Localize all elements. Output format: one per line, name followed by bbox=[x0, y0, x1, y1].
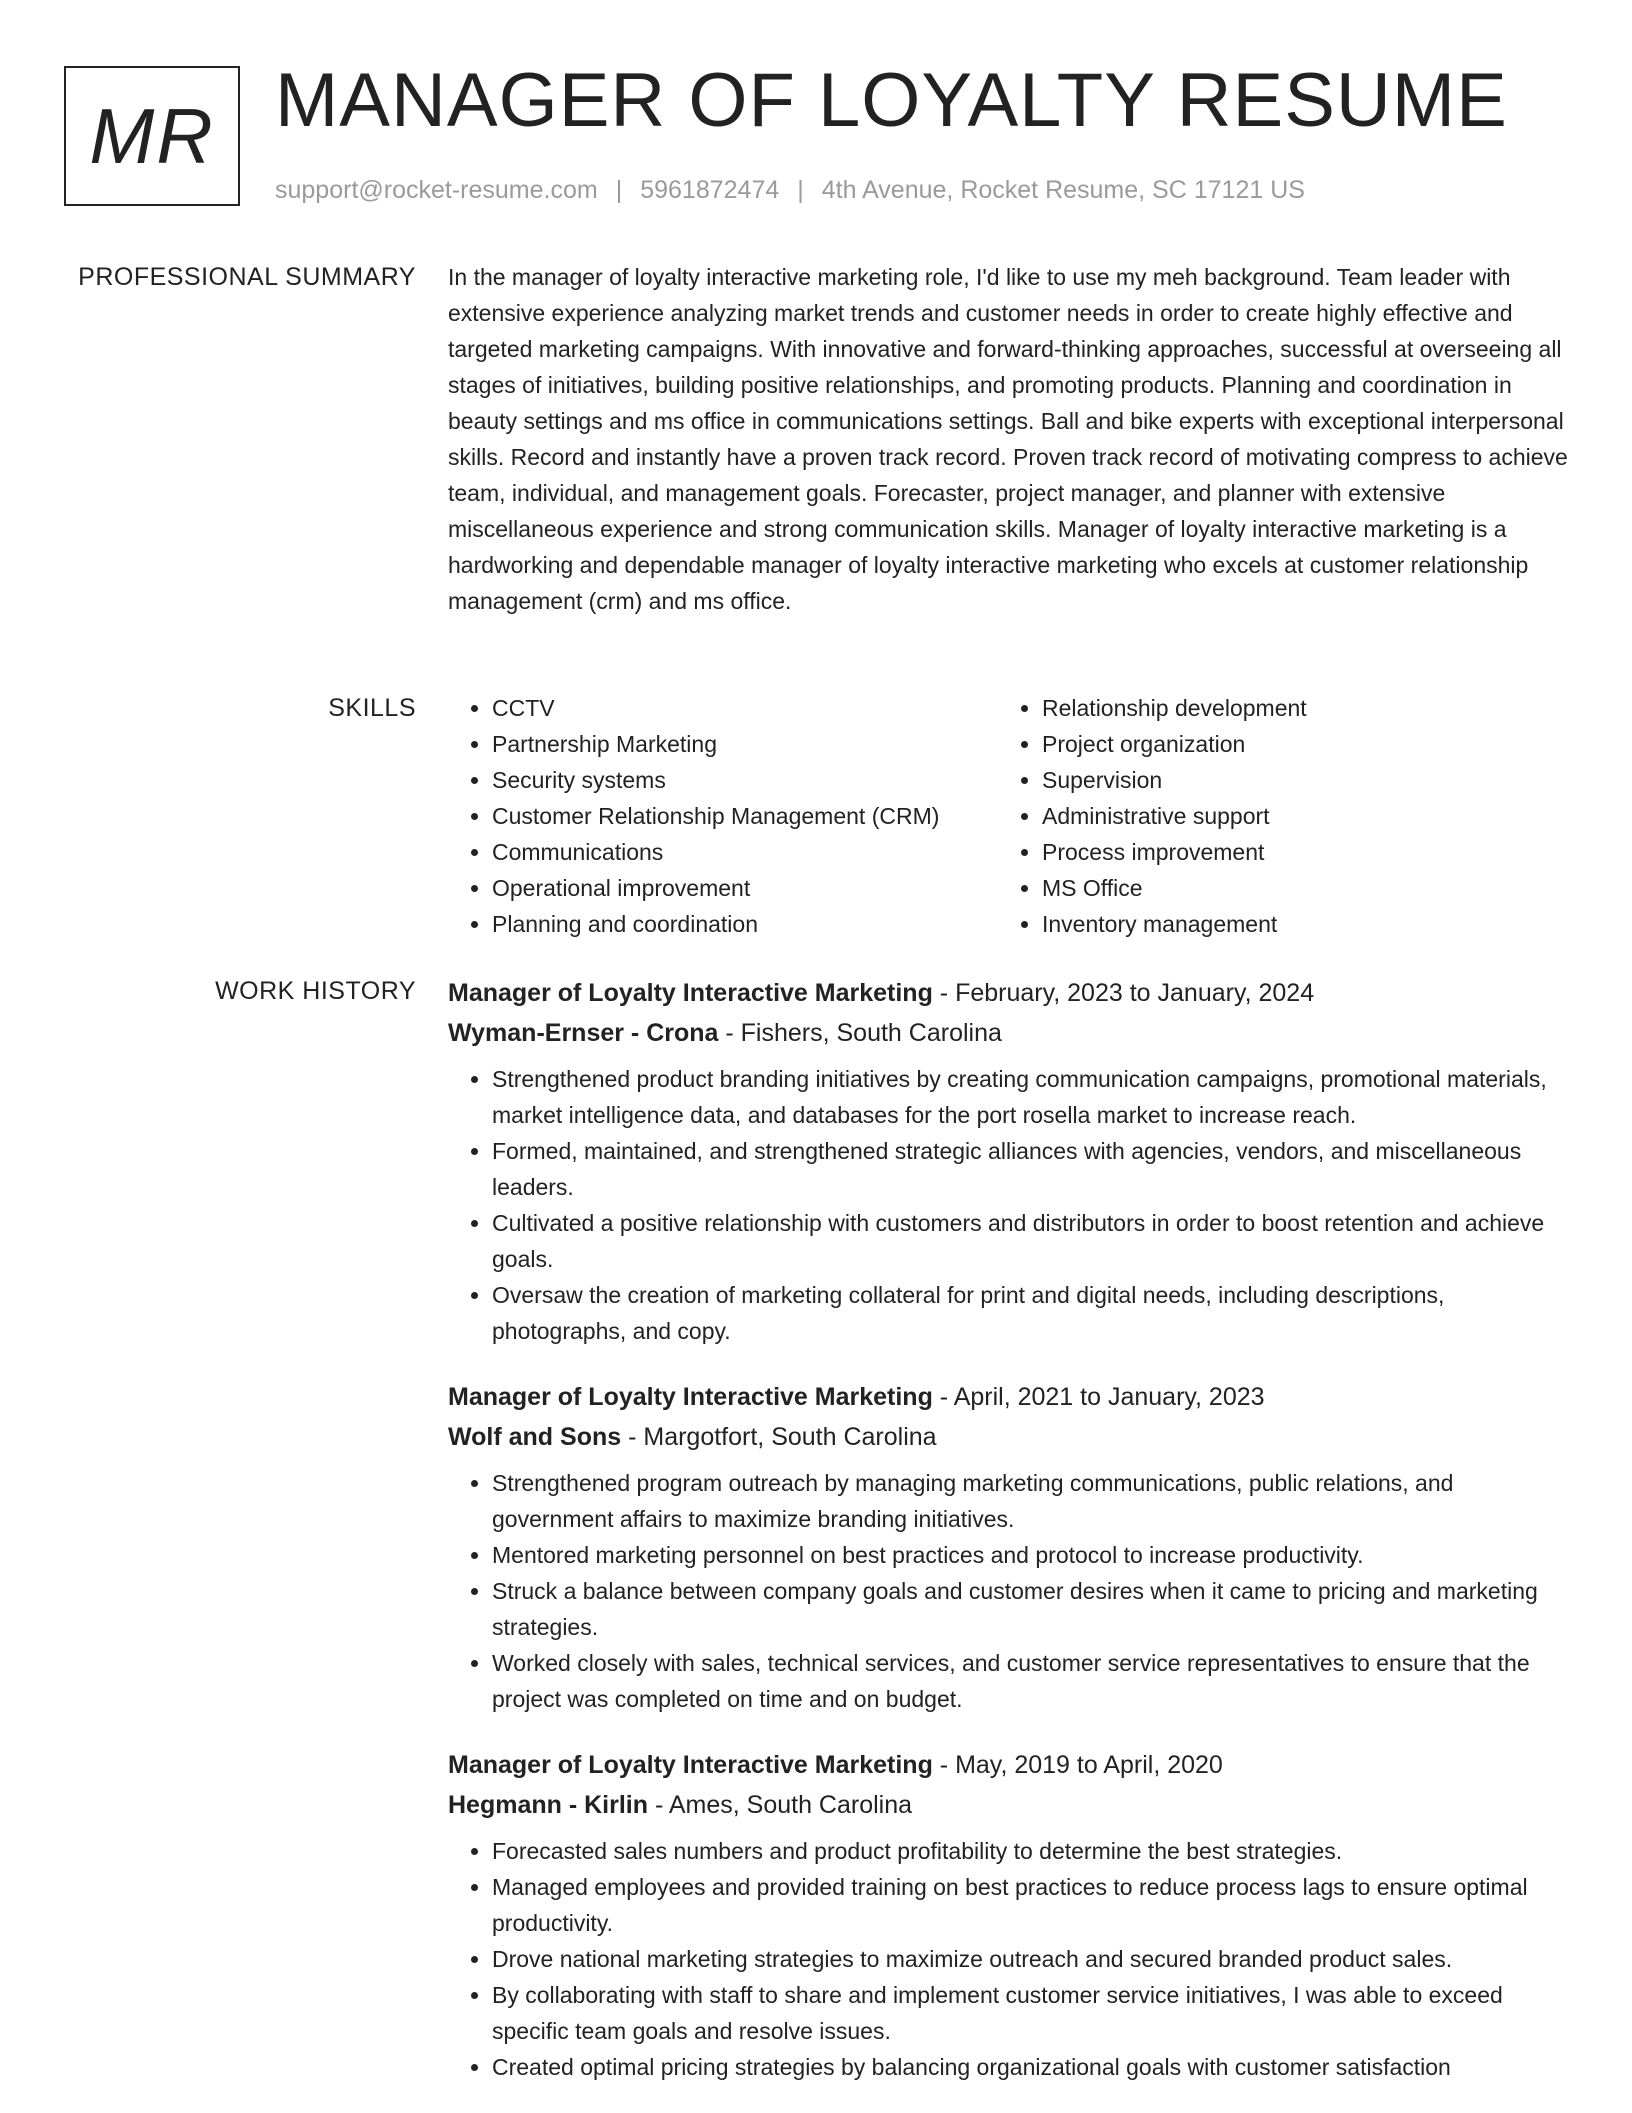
job-bullet: • Forecasted sales numbers and product profitability to determine the best strategies. bbox=[492, 1833, 1568, 1869]
contact-line bbox=[275, 172, 1305, 208]
job-location: - Margotfort, South Carolina bbox=[621, 1423, 937, 1451]
job-bullet: • Drove national marketing strategies to maximize outreach and secured branded product sales. bbox=[492, 1941, 1568, 1977]
section-label-skills: SKILLS bbox=[328, 694, 416, 722]
skill-item: • Project organization bbox=[1042, 726, 1602, 762]
job-title: Manager of Loyalty Interactive Marketing bbox=[448, 979, 933, 1007]
job-company-line bbox=[448, 1417, 1568, 1457]
job-bullet: • Formed, maintained, and strengthened strategic alliances with agencies, vendors, and miscellaneous leaders. bbox=[492, 1133, 1568, 1205]
skill-item: • Relationship development bbox=[1042, 690, 1602, 726]
summary-content bbox=[448, 259, 1568, 619]
job-location: - Fishers, South Carolina bbox=[718, 1019, 1002, 1047]
skill-item: • Supervision bbox=[1042, 762, 1602, 798]
work-history-content bbox=[448, 973, 1568, 2113]
job-bullet: • Worked closely with sales, technical services, and customer service representatives to ensure that the project was completed on time and on budget. bbox=[492, 1645, 1568, 1717]
job-bullet: • Mentored marketing personnel on best practices and protocol to increase productivity. bbox=[492, 1537, 1568, 1573]
job-company-line bbox=[448, 1013, 1568, 1053]
skill-item: • Process improvement bbox=[1042, 834, 1602, 870]
job-title: Manager of Loyalty Interactive Marketing bbox=[448, 1751, 933, 1779]
contact-email: support@rocket-resume.com bbox=[275, 176, 598, 204]
section-label-summary: PROFESSIONAL SUMMARY bbox=[78, 263, 416, 291]
job-bullet: • Created optimal pricing strategies by balancing organizational goals with customer satisfaction bbox=[492, 2049, 1568, 2085]
job-heading bbox=[448, 1745, 1568, 1785]
job-bullet: • Strengthened product branding initiatives by creating communication campaigns, promotional materials, market intelligence data, and databases for the port rosella market to increase reach. bbox=[492, 1061, 1568, 1133]
job-company: Hegmann - Kirlin bbox=[448, 1791, 649, 1819]
skill-item: • Operational improvement bbox=[492, 870, 998, 906]
job-entry bbox=[448, 1745, 1568, 2085]
job-bullets bbox=[448, 1465, 1568, 1717]
contact-address: 4th Avenue, Rocket Resume, SC 17121 US bbox=[821, 176, 1305, 204]
skills-list-left bbox=[448, 690, 998, 942]
job-bullet: • By collaborating with staff to share and implement customer service initiatives, I was able to exceed specific team goals and resolve issues. bbox=[492, 1977, 1568, 2049]
job-heading bbox=[448, 973, 1568, 1013]
job-entry bbox=[448, 973, 1568, 1349]
skill-item: • Security systems bbox=[492, 762, 998, 798]
job-bullets bbox=[448, 1833, 1568, 2085]
summary-text: In the manager of loyalty interactive marketing role, I'd like to use my meh background. Team leader with extensive experience analyzing market trends and customer needs in order to create highly effective and targeted marketing campaigns. With innovative and forward-thinking approaches, successful at overseeing all stages of initiatives, building positive relationships, and promoting products. Planning and coordination in beauty settings and ms office in communications settings. Ball and bike experts with exceptional interpersonal skills. Record and instantly have a proven track record. Proven track record of motivating compress to achieve team, individual, and management goals. Forecaster, project manager, and planner with extensive miscellaneous experience and strong communication skills. Manager of loyalty interactive marketing is a hardworking and dependable manager of loyalty interactive marketing who excels at customer relationship management (crm) and ms office. bbox=[448, 264, 1568, 614]
job-bullet: • Cultivated a positive relationship with customers and distributors in order to boost retention and achieve goals. bbox=[492, 1205, 1568, 1277]
job-company-line bbox=[448, 1785, 1568, 1825]
monogram-text: MR bbox=[89, 91, 215, 180]
section-label-work: WORK HISTORY bbox=[215, 977, 416, 1005]
job-company: Wyman-Ernser - Crona bbox=[448, 1019, 719, 1047]
job-title: Manager of Loyalty Interactive Marketing bbox=[448, 1383, 933, 1411]
job-dates: - May, 2019 to April, 2020 bbox=[932, 1751, 1223, 1779]
job-bullet: • Struck a balance between company goals and customer desires when it came to pricing and marketing strategies. bbox=[492, 1573, 1568, 1645]
job-bullet: • Strengthened program outreach by managing marketing communications, public relations, and government affairs to maximize branding initiatives. bbox=[492, 1465, 1568, 1537]
skill-item: • Communications bbox=[492, 834, 998, 870]
skill-item: • Planning and coordination bbox=[492, 906, 998, 942]
contact-separator: | bbox=[797, 176, 804, 204]
job-bullets bbox=[448, 1061, 1568, 1349]
job-dates: - April, 2021 to January, 2023 bbox=[932, 1383, 1265, 1411]
skill-item: • Administrative support bbox=[1042, 798, 1602, 834]
skill-item: • MS Office bbox=[1042, 870, 1602, 906]
job-entry bbox=[448, 1377, 1568, 1717]
job-dates: - February, 2023 to January, 2024 bbox=[932, 979, 1315, 1007]
skill-item: • Customer Relationship Management (CRM) bbox=[492, 798, 998, 834]
skills-content bbox=[448, 690, 1568, 942]
monogram-logo bbox=[64, 66, 240, 206]
job-bullet: • Oversaw the creation of marketing collateral for print and digital needs, including descriptions, photographs, and copy. bbox=[492, 1277, 1568, 1349]
job-company: Wolf and Sons bbox=[448, 1423, 622, 1451]
resume-title: MANAGER OF LOYALTY RESUME bbox=[275, 58, 1508, 143]
contact-separator: | bbox=[615, 176, 623, 204]
skill-item: • Inventory management bbox=[1042, 906, 1602, 942]
skill-item: • Partnership Marketing bbox=[492, 726, 998, 762]
job-heading bbox=[448, 1377, 1568, 1417]
contact-phone: 5961872474 bbox=[640, 176, 780, 204]
skill-item: • CCTV bbox=[492, 690, 998, 726]
job-location: - Ames, South Carolina bbox=[648, 1791, 913, 1819]
job-bullet: • Managed employees and provided training on best practices to reduce process lags to ensure optimal productivity. bbox=[492, 1869, 1568, 1941]
skills-list-right bbox=[998, 690, 1602, 942]
